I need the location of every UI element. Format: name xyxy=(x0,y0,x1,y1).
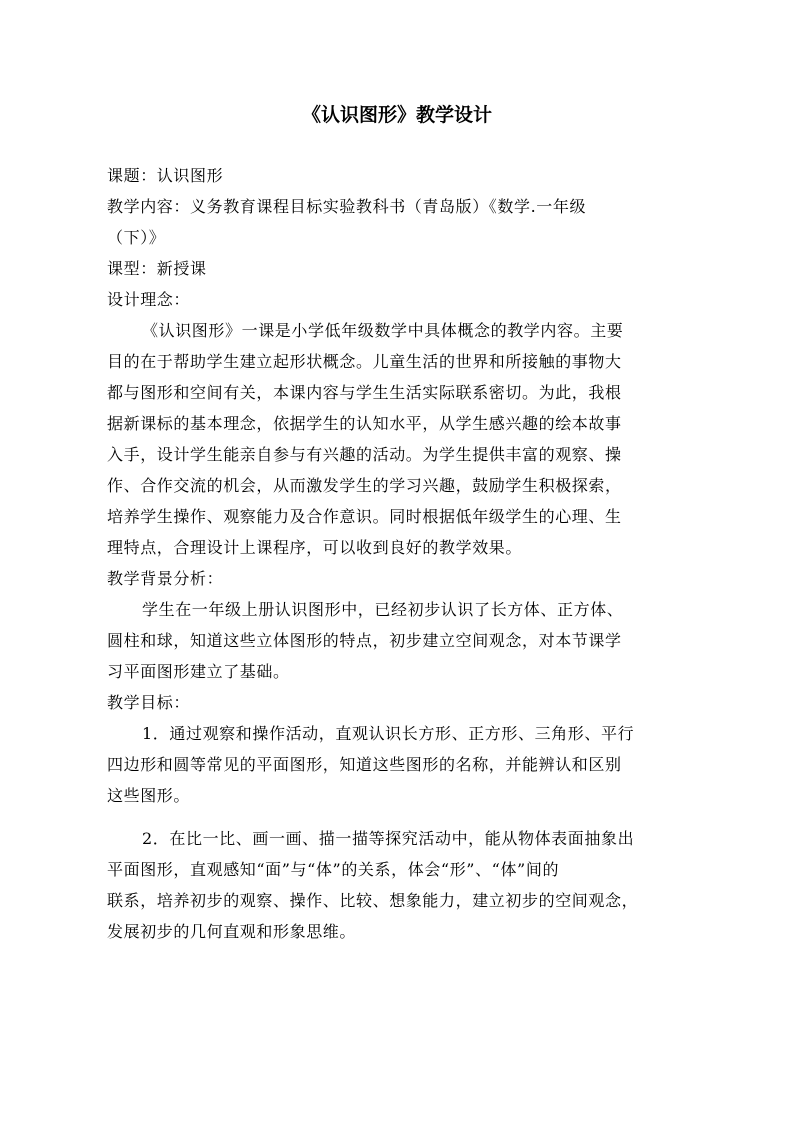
goal-1-line: 1．通过观察和操作活动，直观认识长方形、正方形、三角形、平行 xyxy=(142,724,635,743)
design-concept-paragraph-line: 培养学生操作、观察能力及合作意识。同时根据低年级学生的心理、生 xyxy=(107,507,622,526)
goal-2-line: 发展初步的几何直观和形象思维。 xyxy=(107,922,357,941)
document-title: 《认识图形》教学设计 xyxy=(301,104,492,126)
design-concept-paragraph-line: 据新课标的基本理念，依据学生的认知水平，从学生感兴趣的绘本故事 xyxy=(107,414,622,433)
design-concept-paragraph-line: 目的在于帮助学生建立起形状概念。儿童生活的世界和所接触的事物大 xyxy=(107,352,622,371)
lesson-type-line: 课型：新授课 xyxy=(107,259,207,278)
goal-2-line: 2．在比一比、画一画、描一描等探究活动中，能从物体表面抽象出 xyxy=(142,829,635,848)
goal-2-line: 平面图形，直观感知“面”与“体”的关系，体会“形”、“体”间的 xyxy=(107,860,560,879)
background-analysis-paragraph-line: 习平面图形建立了基础。 xyxy=(107,662,290,681)
goal-1-line: 这些图形。 xyxy=(107,786,191,805)
teaching-goals-heading: 教学目标： xyxy=(107,693,191,712)
document-body xyxy=(107,160,689,947)
background-analysis-paragraph-line: 圆柱和球，知道这些立体图形的特点，初步建立空间观念，对本节课学 xyxy=(107,631,622,650)
teaching-content-line-cont: （下）》 xyxy=(107,228,166,247)
background-analysis-paragraph-line: 学生在一年级上册认识图形中，已经初步认识了长方体、正方体、 xyxy=(142,600,624,619)
background-analysis-heading: 教学背景分析： xyxy=(107,569,224,588)
design-concept-paragraph-line: 《认识图形》一课是小学低年级数学中具体概念的教学内容。主要 xyxy=(142,321,624,340)
teaching-content-line: 教学内容：义务教育课程目标实验教科书（青岛版）《数学.一年级 xyxy=(107,197,587,216)
goal-1-line: 四边形和圆等常见的平面图形，知道这些图形的名称，并能辨认和区别 xyxy=(107,755,622,774)
goal-2-line: 联系，培养初步的观察、操作、比较、想象能力，建立初步的空间观念， xyxy=(107,891,639,910)
design-concept-paragraph-line: 作、合作交流的机会，从而激发学生的学习兴趣，鼓励学生积极探索， xyxy=(107,476,622,495)
design-concept-heading: 设计理念： xyxy=(107,290,191,309)
design-concept-paragraph-line: 入手，设计学生能亲自参与有兴趣的活动。为学生提供丰富的观察、操 xyxy=(107,445,622,464)
design-concept-paragraph-line: 理特点，合理设计上课程序，可以收到良好的教学效果。 xyxy=(107,538,523,557)
lesson-topic-line: 课题：认识图形 xyxy=(107,166,224,185)
design-concept-paragraph-line: 都与图形和空间有关，本课内容与学生生活实际联系密切。为此，我根 xyxy=(107,383,622,402)
